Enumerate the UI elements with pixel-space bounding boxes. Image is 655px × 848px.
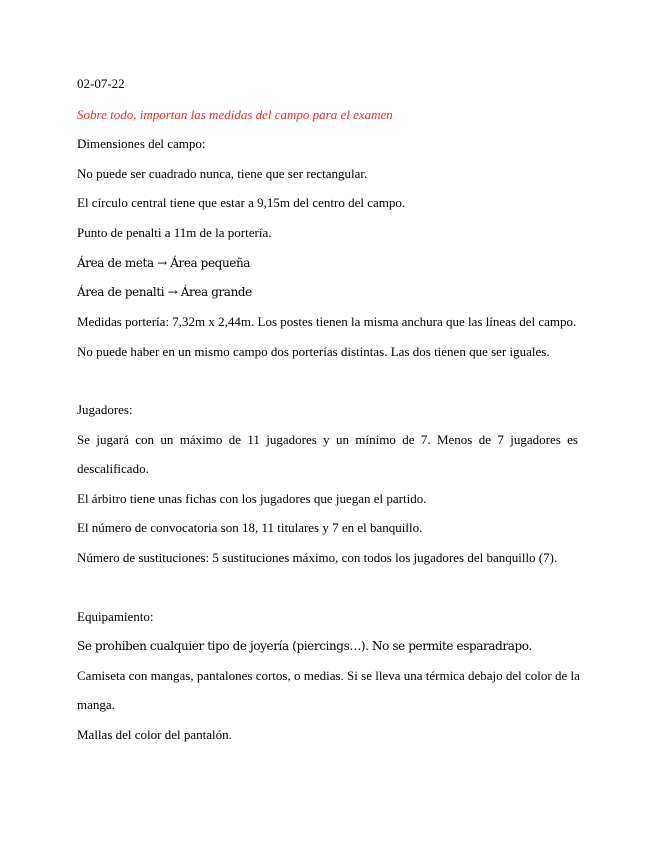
equipment-line: manga. — [77, 697, 115, 712]
players-line: El árbitro tiene unas fichas con los jugadores que juegan el partido. — [77, 491, 427, 506]
players-line: descalificado. — [77, 461, 149, 476]
equipment-line: Se prohiben cualquier tipo de joyería (piercings…). No se permite esparadrapo. — [77, 639, 532, 653]
field-line: Punto de penalti a 11m de la portería. — [77, 225, 272, 240]
field-line: Área de meta → Área pequeña — [77, 256, 251, 270]
equipment-line: Camiseta con mangas, pantalones cortos, o medias. Si se lleva una térmica debajo del color de la — [77, 668, 580, 683]
equipment-line: Mallas del color del pantalón. — [77, 727, 232, 742]
players-line: Número de sustituciones: 5 sustituciones máximo, con todos los jugadores del banquillo (7). — [77, 550, 558, 565]
players-line: El número de convocatoria son 18, 11 titulares y 7 en el banquillo. — [77, 520, 423, 535]
players-line: Se jugará con un máximo de 11 jugadores y un mínimo de 7. Menos de 7 jugadores es — [77, 432, 578, 447]
field-line: El círculo central tiene que estar a 9,15m del centro del campo. — [77, 195, 406, 210]
section-heading-players: Jugadores: — [77, 402, 133, 417]
field-line: Área de penalti → Área grande — [77, 285, 252, 299]
field-line: No puede ser cuadrado nunca, tiene que ser rectangular. — [77, 166, 368, 181]
exam-note: Sobre todo, importan las medidas del campo para el examen — [77, 107, 393, 122]
section-heading-field: Dimensiones del campo: — [77, 136, 206, 151]
date: 02-07-22 — [77, 76, 125, 91]
field-line: No puede haber en un mismo campo dos porterías distintas. Las dos tienen que ser iguales. — [77, 344, 550, 359]
field-line: Medidas portería: 7,32m x 2,44m. Los postes tienen la misma anchura que las líneas del campo. — [77, 314, 577, 329]
section-heading-equipment: Equipamiento: — [77, 609, 154, 624]
